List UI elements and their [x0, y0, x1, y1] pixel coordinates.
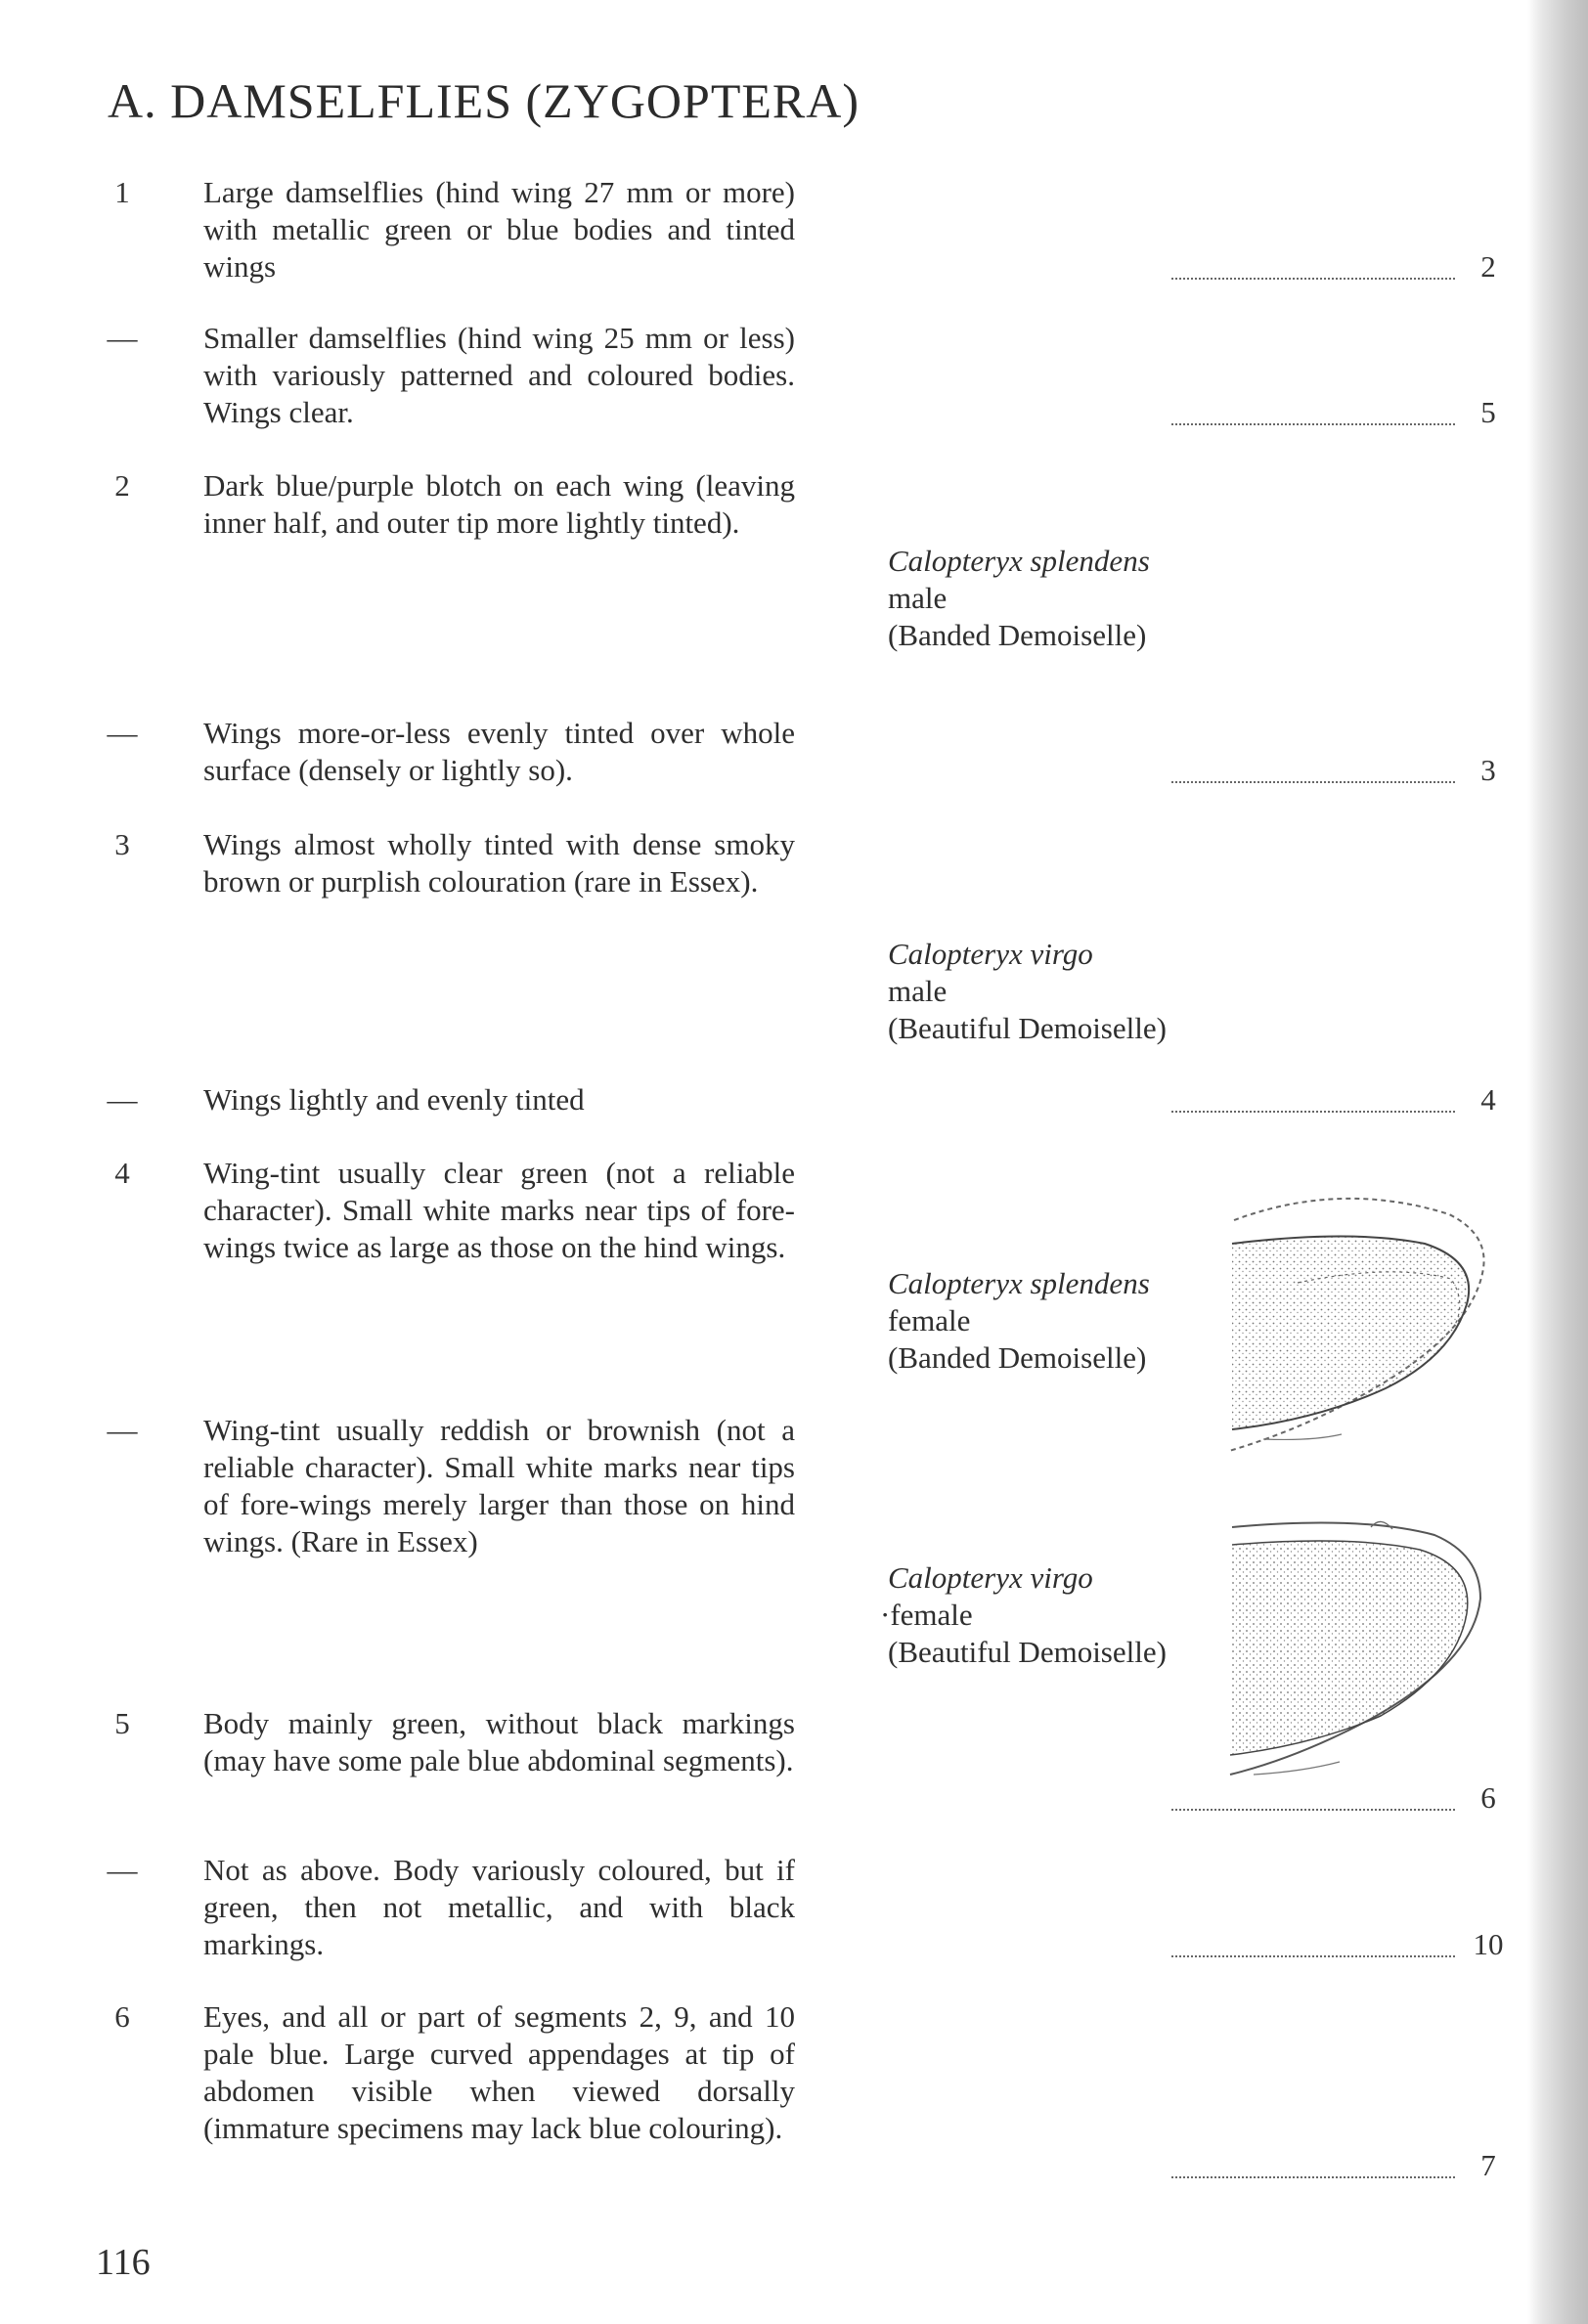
wing-tip-illustration-icon	[1224, 1185, 1503, 1478]
entry-text: Wings almost wholly tinted with dense smoky brown or purplish colouration (rare in Essex).	[203, 827, 795, 899]
species-label	[880, 1559, 1167, 1671]
entry-text: Body mainly green, without black markings (may have some pale blue abdominal segments).	[203, 1706, 795, 1777]
entry-number: 6	[114, 1999, 130, 2034]
dot-leader	[1171, 781, 1455, 783]
entry-text: Wing-tint usually reddish or brownish (not a reliable character). Small white marks near tips of fore-wings merely larger than those on hind wings. (Rare in Essex)	[203, 1413, 795, 1558]
dot-leader	[1171, 423, 1455, 425]
wing-tip-illustration-icon	[1224, 1506, 1503, 1789]
species-common-name: (Beautiful Demoiselle)	[888, 1011, 1167, 1045]
entry-text: Wing-tint usually clear green (not a reliable character). Small white marks near tips of fore-wings twice as large as those on the hind wings.	[203, 1156, 795, 1264]
entry-number: —	[107, 1082, 138, 1117]
entry-number: 1	[114, 175, 130, 209]
entry-text: Eyes, and all or part of segments 2, 9, and 10 pale blue. Large curved appendages at tip of abdomen visible when viewed dorsally (immature specimens may lack blue colouring).	[203, 1999, 795, 2145]
species-label	[888, 936, 1167, 1047]
entry-number: —	[107, 716, 138, 750]
species-common-name: (Banded Demoiselle)	[888, 618, 1147, 652]
entry-text: Smaller damselflies (hind wing 25 mm or less) with variously patterned and coloured bodies. Wings clear.	[203, 321, 795, 429]
page-number: 116	[96, 2242, 151, 2283]
species-sex: ·female	[880, 1598, 973, 1632]
entry-text: Not as above. Body variously coloured, but if green, then not metallic, and with black markings.	[203, 1853, 795, 1961]
species-label	[888, 543, 1150, 654]
entry-number: —	[107, 1853, 138, 1887]
entry-number: —	[107, 1413, 138, 1447]
dot-leader	[1171, 1111, 1455, 1113]
species-common-name: (Banded Demoiselle)	[888, 1340, 1147, 1375]
entry-result: 6	[1480, 1780, 1496, 1815]
species-name: Calopteryx virgo	[888, 1560, 1093, 1595]
species-label	[888, 1265, 1150, 1377]
species-sex: female	[888, 1303, 971, 1337]
entry-result: 7	[1480, 2148, 1496, 2182]
dot-leader	[1171, 278, 1455, 280]
entry-result: 10	[1473, 1927, 1504, 1961]
entry-result: 4	[1480, 1082, 1496, 1117]
species-name: Calopteryx splendens	[888, 1266, 1150, 1300]
dot-leader	[1171, 1809, 1455, 1811]
species-name: Calopteryx virgo	[888, 937, 1093, 971]
entry-number: 2	[114, 468, 130, 503]
entry-text: Wings lightly and evenly tinted	[203, 1082, 585, 1117]
entry-number: 3	[114, 827, 130, 861]
page-title: A. DAMSELFLIES (ZYGOPTERA)	[108, 73, 860, 128]
entry-text: Wings more-or-less evenly tinted over whole surface (densely or lightly so).	[203, 716, 795, 787]
species-common-name: (Beautiful Demoiselle)	[888, 1635, 1167, 1669]
entry-text: Large damselflies (hind wing 27 mm or more) with metallic green or blue bodies and tinted wings	[203, 175, 795, 284]
entry-result: 2	[1480, 249, 1496, 284]
entry-number: 5	[114, 1706, 130, 1740]
dot-leader	[1171, 2176, 1455, 2178]
entry-result: 3	[1480, 753, 1496, 787]
species-sex: male	[888, 974, 948, 1008]
entry-result: 5	[1480, 395, 1496, 429]
species-sex: male	[888, 581, 948, 615]
entry-text: Dark blue/purple blotch on each wing (leaving inner half, and outer tip more lightly tinted).	[203, 468, 795, 540]
dot-leader	[1171, 1955, 1455, 1957]
entry-number: —	[107, 321, 138, 355]
page-edge-shadow	[1527, 0, 1588, 2324]
entry-number: 4	[114, 1156, 130, 1190]
species-name: Calopteryx splendens	[888, 544, 1150, 578]
